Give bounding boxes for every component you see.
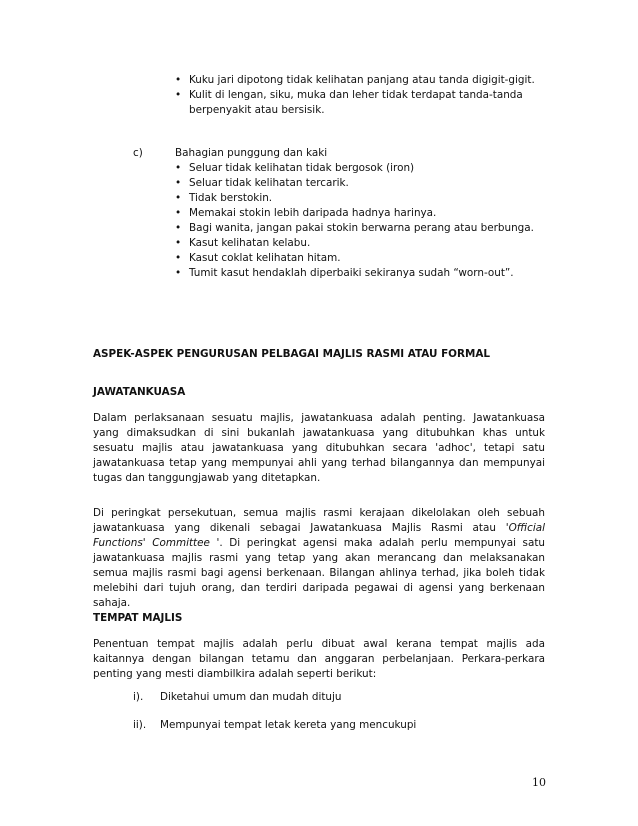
list-item-text: Diketahui umum dan mudah dituju — [160, 691, 342, 703]
bullet-icon: • — [175, 177, 182, 189]
bullet-icon: • — [175, 207, 182, 219]
list-item-text: Mempunyai tempat letak kereta yang mencukupi — [160, 719, 417, 731]
bullet-icon: • — [175, 222, 182, 234]
section-heading-tempat: TEMPAT MAJLIS — [93, 612, 183, 624]
list-item: • Seluar tidak kelihatan tercarik. — [175, 177, 349, 189]
bullet-icon: • — [175, 267, 182, 279]
section-c-marker: c) — [133, 147, 143, 159]
list-item: • Kasut coklat kelihatan hitam. — [175, 252, 341, 264]
bullet-icon: • — [175, 74, 182, 86]
bullet-list-section-b — [175, 73, 535, 118]
bullet-icon: • — [175, 89, 182, 101]
bullet-icon: • — [175, 162, 182, 174]
paragraph-jawatankuasa-2: Di peringkat persekutuan, semua majlis rasmi kerajaan dikelolakan oleh sebuah jawatankuasa yang dikenali sebagai Jawatankuasa Majlis Rasmi atau 'Official Functions' Committee '. Di peringkat agensi maka adalah perlu mempunyai satu jawatankuasa majlis rasmi yang tetap yang akan merancang dan melaksanakan semua majlis rasmi bagi agensi berkenaan. Bilangan ahlinya terhad, jika boleh tidak melebihi dari tujuh orang, dan terdiri daripada pegawai di agensi yang berkenaan sahaja. — [93, 507, 545, 609]
italic-term: Official Functions' Committee — [93, 522, 545, 549]
section-c-title: Bahagian punggung dan kaki — [175, 147, 328, 159]
section-heading-main: ASPEK-ASPEK PENGURUSAN PELBAGAI MAJLIS RASMI ATAU FORMAL — [93, 348, 491, 360]
list-item: • Tumit kasut hendaklah diperbaiki sekiranya sudah “worn-out”. — [175, 267, 514, 279]
bullet-icon: • — [175, 252, 182, 264]
list-item: • Seluar tidak kelihatan tidak bergosok (iron) — [175, 162, 415, 174]
bullet-list-section-c — [175, 161, 535, 281]
section-heading-jawatankuasa: JAWATANKUASA — [93, 386, 186, 398]
list-item: • Memakai stokin lebih daripada hadnya harinya. — [175, 207, 437, 219]
list-item: • Tidak berstokin. — [175, 192, 273, 204]
paragraph-jawatankuasa-1: Dalam perlaksanaan sesuatu majlis, jawatankuasa adalah penting. Jawatankuasa yang dimaksudkan di sini bukanlah jawatankuasa yang ditubuhkan khas untuk sesuatu majlis atau jawatankuasa yang ditubuhkan secara 'adhoc', tetapi satu jawatankuasa tetap yang mempunyai ahli yang terhad bilangannya dan mempunyai tugas dan tanggungjawab yang ditetapkan. — [93, 412, 545, 484]
list-item: • Kasut kelihatan kelabu. — [175, 237, 311, 249]
list-item: • Kuku jari dipotong tidak kelihatan panjang atau tanda digigit-gigit. — [175, 74, 535, 86]
list-item-marker: ii). — [133, 719, 147, 731]
bullet-icon: • — [175, 192, 182, 204]
list-item: • Bagi wanita, jangan pakai stokin berwarna perang atau berbunga. — [175, 222, 534, 234]
page-number: 10 — [532, 776, 546, 789]
list-item: • Kulit di lengan, siku, muka dan leher tidak terdapat tanda-tanda berpenyakit atau bersisik. — [175, 89, 523, 116]
bullet-icon: • — [175, 237, 182, 249]
list-item-marker: i). — [133, 691, 144, 703]
paragraph-tempat: Penentuan tempat majlis adalah perlu dibuat awal kerana tempat majlis ada kaitannya dengan bilangan tetamu dan anggaran perbelanjaan. Perkara-perkara penting yang mesti diambilkira adalah seperti berikut: — [93, 638, 545, 680]
